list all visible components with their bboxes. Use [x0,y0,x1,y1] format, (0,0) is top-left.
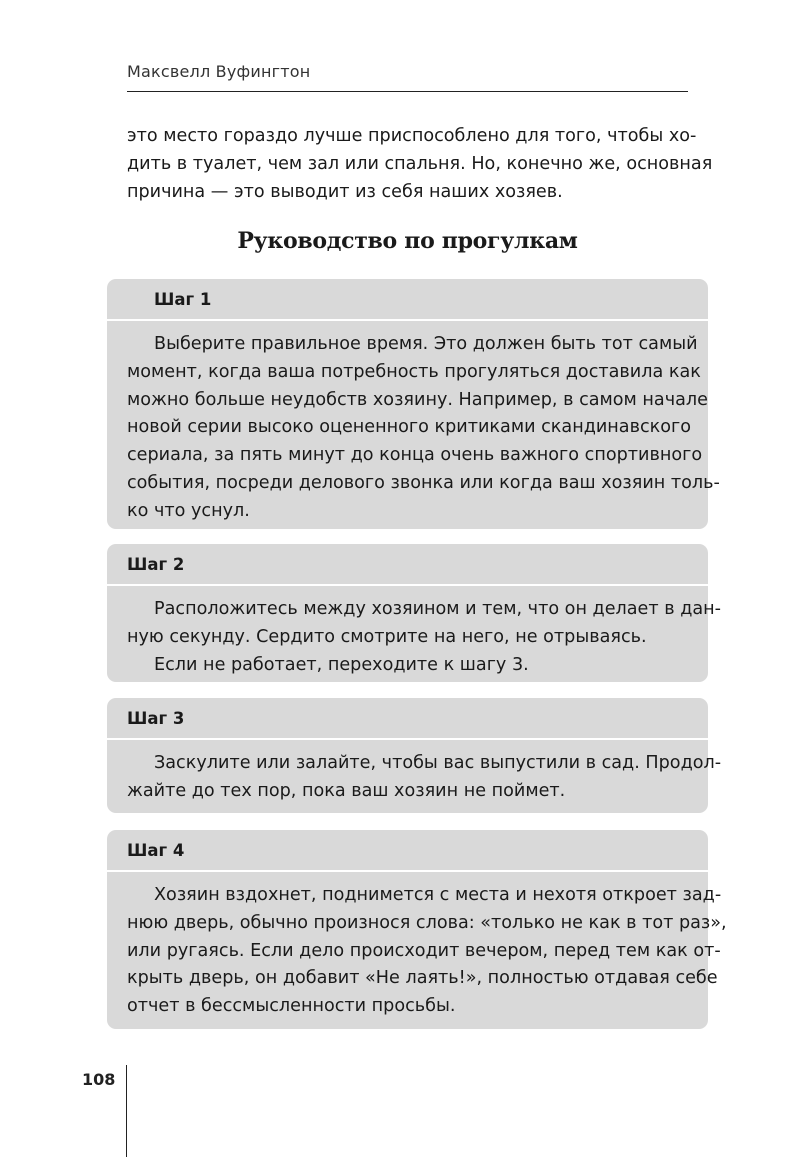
text-line: события, посреди делового звонка или когда ваш хозяин толь- [127,472,720,493]
text-line: Расположитесь между хозяином и тем, что он делает в дан- [154,599,721,619]
text-line: Если не работает, переходите к шагу 3. [154,654,529,675]
step-body [107,586,721,679]
step-body [107,740,722,806]
step-body [107,321,720,526]
running-head: Максвелл Вуфингтон [127,62,311,81]
text-line: крыть дверь, он добавит «Не лаять!», полностью отдавая себе [127,968,718,989]
step-title: Шаг 2 [107,544,708,586]
text-line: жайте до тех пор, пока ваш хозяин не поймет. [127,780,566,801]
step-box-2 [107,544,721,682]
intro-paragraph [127,122,713,206]
text-line: ко что уснул. [127,500,250,521]
text-line: сериала, за пять минут до конца очень важного спортивного [127,445,703,466]
text-line: или ругаясь. Если дело происходит вечером, перед тем как от- [127,940,721,961]
step-box-1 [107,279,720,529]
text-line: Хозяин вздохнет, поднимется с места и нехотя откроет зад- [154,885,722,905]
step-body [107,872,727,1021]
step-title: Шаг 3 [107,698,708,740]
step-title: Шаг 1 [107,279,708,321]
page-number: 108 [82,1070,116,1089]
text-line: можно больше неудобств хозяину. Например, в самом начале [127,389,708,410]
folio-rule [126,1065,127,1157]
text-line: Заскулите или залайте, чтобы вас выпустили в сад. Продол- [154,753,722,773]
step-title: Шаг 4 [107,830,708,872]
text-line: это место гораздо лучше приспособлено для того, чтобы хо- [127,126,697,146]
text-line: отчет в бессмысленности просьбы. [127,996,456,1017]
step-box-3 [107,698,722,813]
text-line: новой серии высоко оцененного критиками скандинавского [127,417,692,438]
header-rule [127,91,688,92]
section-title: Руководство по прогулкам [237,228,578,254]
text-line: нюю дверь, обычно произнося слова: «только не как в тот раз», [127,912,727,933]
text-line: момент, когда ваша потребность прогуляться доставила как [127,361,701,382]
text-line: дить в туалет, чем зал или спальня. Но, конечно же, основная [127,154,713,174]
step-box-4 [107,830,727,1029]
text-line: причина — это выводит из себя наших хозяев. [127,182,563,202]
text-line: Выберите правильное время. Это должен быть тот самый [154,334,698,354]
text-line: ную секунду. Сердито смотрите на него, не отрываясь. [127,626,647,647]
